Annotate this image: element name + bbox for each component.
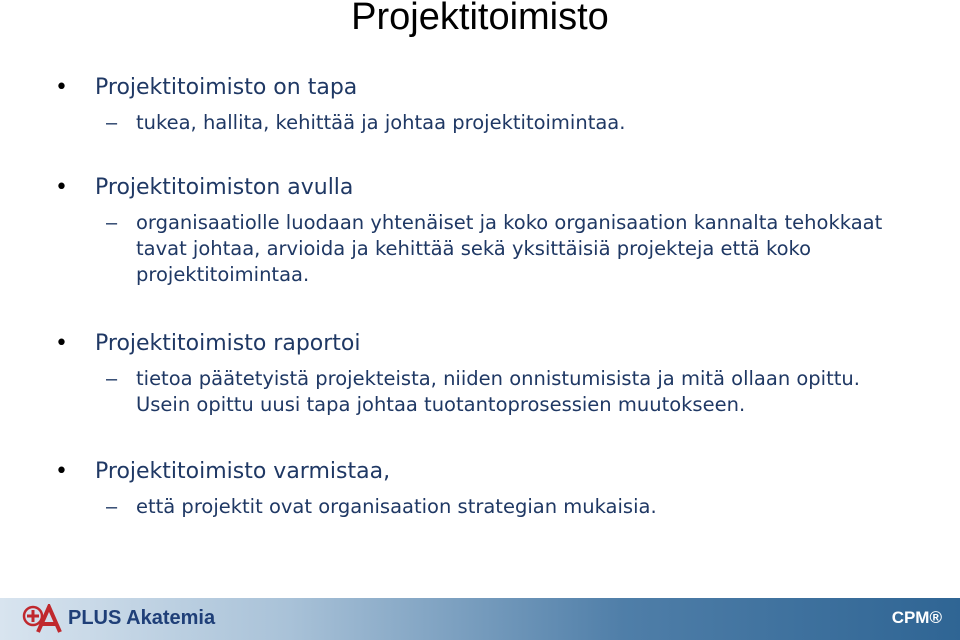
sub-dash: – bbox=[106, 368, 118, 390]
bullet-dot: • bbox=[55, 459, 68, 484]
bullet-dot: • bbox=[55, 75, 68, 100]
sub-dash: – bbox=[106, 112, 118, 134]
footer-bar bbox=[0, 598, 960, 640]
sub-text: tukea, hallita, kehittää ja johtaa projektitoimintaa. bbox=[136, 111, 626, 134]
bullet-dot: • bbox=[55, 175, 68, 200]
sub-dash: – bbox=[106, 496, 118, 518]
bullet-item bbox=[55, 174, 935, 202]
bullet-dot: • bbox=[55, 331, 68, 356]
bullet-item bbox=[55, 74, 935, 102]
bullet-heading: Projektitoimiston avulla bbox=[95, 175, 354, 200]
bullet-heading: Projektitoimisto varmistaa, bbox=[95, 459, 391, 484]
bullet-item bbox=[55, 330, 935, 358]
slide-title: Projektitoimisto bbox=[351, 0, 609, 38]
sub-item bbox=[106, 494, 906, 520]
sub-text: organisaatiolle luodaan yhtenäiset ja koko organisaation kannalta tehokkaat tavat johtaa, arvioida ja kehittää sekä yksittäisiä projekteja että koko projektitoimintaa. bbox=[136, 211, 883, 286]
bullet-heading: Projektitoimisto raportoi bbox=[95, 331, 361, 356]
sub-item bbox=[106, 210, 906, 288]
brand-name: PLUS Akatemia bbox=[68, 607, 216, 629]
sub-text: tietoa päätetyistä projekteista, niiden onnistumisista ja mitä ollaan opittu. Usein opittu uusi tapa johtaa tuotantoprosessien muutokseen. bbox=[136, 367, 860, 416]
sub-item bbox=[106, 110, 906, 136]
sub-dash: – bbox=[106, 212, 118, 234]
bullet-item bbox=[55, 458, 935, 486]
cpm-mark: CPM® bbox=[891, 608, 942, 627]
sub-item bbox=[106, 366, 906, 418]
sub-text: että projektit ovat organisaation strategian mukaisia. bbox=[136, 495, 657, 518]
bullet-heading: Projektitoimisto on tapa bbox=[95, 75, 358, 100]
plus-akatemia-logo-icon bbox=[22, 604, 62, 634]
